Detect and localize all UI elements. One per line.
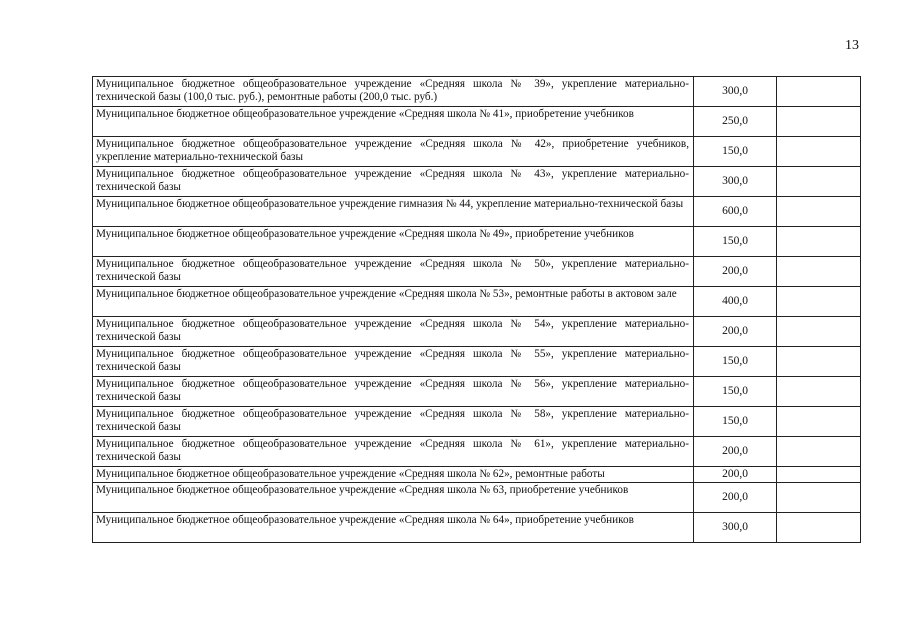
row-amount: 150,0 bbox=[694, 227, 777, 257]
table-row bbox=[93, 107, 861, 137]
table-row bbox=[93, 137, 861, 167]
table-row bbox=[93, 377, 861, 407]
row-description: Муниципальное бюджетное общеобразовательное учреждение «Средняя школа № 55», укрепление материально-технической базы bbox=[93, 347, 694, 377]
row-empty-cell bbox=[777, 227, 861, 257]
row-amount: 250,0 bbox=[694, 107, 777, 137]
row-empty-cell bbox=[777, 287, 861, 317]
table-row bbox=[93, 197, 861, 227]
row-amount: 150,0 bbox=[694, 407, 777, 437]
row-empty-cell bbox=[777, 467, 861, 483]
row-empty-cell bbox=[777, 377, 861, 407]
row-amount: 150,0 bbox=[694, 347, 777, 377]
table-row bbox=[93, 167, 861, 197]
row-description: Муниципальное бюджетное общеобразовательное учреждение «Средняя школа № 43», укрепление материально-технической базы bbox=[93, 167, 694, 197]
row-amount: 200,0 bbox=[694, 482, 777, 512]
row-description: Муниципальное бюджетное общеобразовательное учреждение «Средняя школа № 50», укрепление материально-технической базы bbox=[93, 257, 694, 287]
table-row bbox=[93, 287, 861, 317]
row-description: Муниципальное бюджетное общеобразовательное учреждение «Средняя школа № 56», укрепление материально-технической базы bbox=[93, 377, 694, 407]
row-amount: 300,0 bbox=[694, 512, 777, 542]
row-empty-cell bbox=[777, 482, 861, 512]
row-amount: 200,0 bbox=[694, 257, 777, 287]
page-number: 13 bbox=[845, 38, 859, 53]
row-empty-cell bbox=[777, 167, 861, 197]
row-amount: 200,0 bbox=[694, 437, 777, 467]
row-amount: 400,0 bbox=[694, 287, 777, 317]
row-empty-cell bbox=[777, 512, 861, 542]
row-amount: 150,0 bbox=[694, 377, 777, 407]
table-row bbox=[93, 482, 861, 512]
row-description: Муниципальное бюджетное общеобразовательное учреждение «Средняя школа № 62», ремонтные работы bbox=[93, 467, 694, 483]
row-empty-cell bbox=[777, 257, 861, 287]
row-empty-cell bbox=[777, 347, 861, 377]
table-row bbox=[93, 347, 861, 377]
row-empty-cell bbox=[777, 107, 861, 137]
table-row bbox=[93, 407, 861, 437]
allocation-table-body bbox=[93, 77, 861, 543]
row-empty-cell bbox=[777, 437, 861, 467]
table-row bbox=[93, 512, 861, 542]
row-description: Муниципальное бюджетное общеобразовательное учреждение «Средняя школа № 49», приобретение учебников bbox=[93, 227, 694, 257]
row-amount: 300,0 bbox=[694, 77, 777, 107]
row-description: Муниципальное бюджетное общеобразовательное учреждение «Средняя школа № 53», ремонтные работы в актовом зале bbox=[93, 287, 694, 317]
row-amount: 300,0 bbox=[694, 167, 777, 197]
row-amount: 600,0 bbox=[694, 197, 777, 227]
row-empty-cell bbox=[777, 77, 861, 107]
allocation-table bbox=[92, 76, 861, 543]
row-description: Муниципальное бюджетное общеобразовательное учреждение «Средняя школа № 63, приобретение учебников bbox=[93, 482, 694, 512]
table-row bbox=[93, 467, 861, 483]
table-row bbox=[93, 317, 861, 347]
row-empty-cell bbox=[777, 317, 861, 347]
table-row bbox=[93, 257, 861, 287]
row-empty-cell bbox=[777, 137, 861, 167]
row-empty-cell bbox=[777, 407, 861, 437]
row-description: Муниципальное бюджетное общеобразовательное учреждение «Средняя школа № 61», укрепление материально-технической базы bbox=[93, 437, 694, 467]
table-row bbox=[93, 227, 861, 257]
row-description: Муниципальное бюджетное общеобразовательное учреждение «Средняя школа № 64», приобретение учебников bbox=[93, 512, 694, 542]
row-description: Муниципальное бюджетное общеобразовательное учреждение «Средняя школа № 39», укрепление материально-технической базы (100,0 тыс. руб.), ремонтные работы (200,0 тыс. руб.) bbox=[93, 77, 694, 107]
row-description: Муниципальное бюджетное общеобразовательное учреждение «Средняя школа № 58», укрепление материально-технической базы bbox=[93, 407, 694, 437]
row-description: Муниципальное бюджетное общеобразовательное учреждение «Средняя школа № 42», приобретение учебников, укрепление материально-технической базы bbox=[93, 137, 694, 167]
row-amount: 150,0 bbox=[694, 137, 777, 167]
table-row bbox=[93, 437, 861, 467]
row-description: Муниципальное бюджетное общеобразовательное учреждение гимназия № 44, укрепление материально-технической базы bbox=[93, 197, 694, 227]
row-amount: 200,0 bbox=[694, 317, 777, 347]
row-description: Муниципальное бюджетное общеобразовательное учреждение «Средняя школа № 54», укрепление материально-технической базы bbox=[93, 317, 694, 347]
table-row bbox=[93, 77, 861, 107]
row-empty-cell bbox=[777, 197, 861, 227]
row-description: Муниципальное бюджетное общеобразовательное учреждение «Средняя школа № 41», приобретение учебников bbox=[93, 107, 694, 137]
row-amount: 200,0 bbox=[694, 467, 777, 483]
